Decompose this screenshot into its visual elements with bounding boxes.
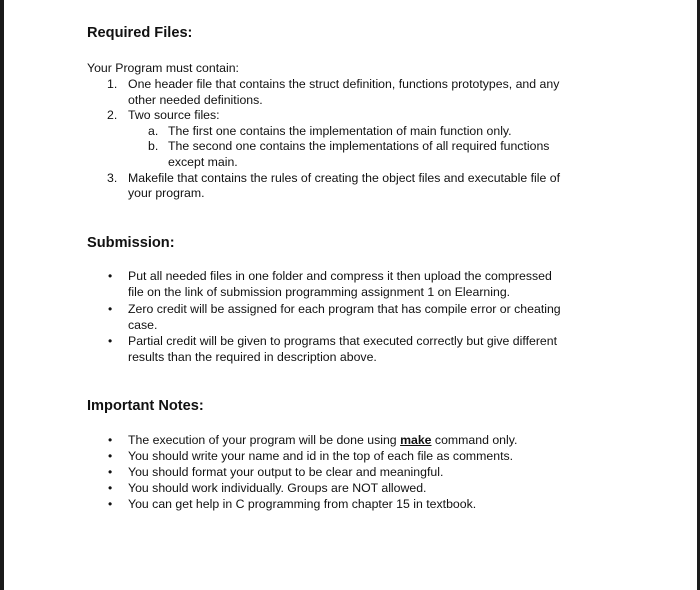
sub-item-b-line-1: The second one contains the implementations of all required functions [168,139,550,153]
required-files-heading: Required Files: [87,25,193,41]
list-marker-1: 1. [107,77,118,91]
note-item-1-pre: The execution of your program will be done using [128,433,401,447]
required-item-1-line-2: other needed definitions. [128,93,263,107]
bullet-dot: • [108,433,113,447]
make-keyword: make [400,433,432,447]
list-marker-3: 3. [107,171,118,185]
submission-item-3-line-2: results than the required in description above. [128,350,377,364]
note-item-4: You should work individually. Groups are NOT allowed. [128,481,427,495]
submission-item-1-line-2: file on the link of submission programming assignment 1 on Elearning. [128,285,511,299]
note-item-3: You should format your output to be clear and meaningful. [128,465,444,479]
sub-item-a-line-1: The first one contains the implementation of main function only. [168,124,512,138]
required-item-1-line-1: One header file that contains the struct definition, functions prototypes, and any [128,77,560,91]
required-files-intro: Your Program must contain: [87,61,239,75]
bullet-dot: • [108,497,113,511]
required-item-3-line-1: Makefile that contains the rules of creating the object files and executable file of [128,171,561,185]
bullet-dot: • [108,302,113,316]
bullet-dot: • [108,449,113,463]
list-marker-2: 2. [107,108,118,122]
bullet-dot: • [108,269,113,283]
submission-item-2-line-1: Zero credit will be assigned for each program that has compile error or cheating [128,302,561,316]
sublist-marker-a: a. [148,124,159,138]
submission-item-2-line-2: case. [128,318,158,332]
sub-item-b-line-2: except main. [168,155,238,169]
bullet-dot: • [108,465,113,479]
note-item-1-post: command only. [431,433,518,447]
required-item-3-line-2: your program. [128,186,205,200]
important-notes-heading: Important Notes: [87,398,204,414]
left-edge-border [0,0,4,590]
submission-item-3-line-1: Partial credit will be given to programs that executed correctly but give different [128,334,558,348]
bullet-dot: • [108,334,113,348]
submission-item-1-line-1: Put all needed files in one folder and compress it then upload the compressed [128,269,552,283]
submission-heading: Submission: [87,235,175,251]
sublist-marker-b: b. [148,139,159,153]
note-item-1 [128,433,517,449]
note-item-5: You can get help in C programming from chapter 15 in textbook. [128,497,477,511]
required-item-2-line-1: Two source files: [128,108,220,122]
note-item-2: You should write your name and id in the top of each file as comments. [128,449,514,463]
bullet-dot: • [108,481,113,495]
